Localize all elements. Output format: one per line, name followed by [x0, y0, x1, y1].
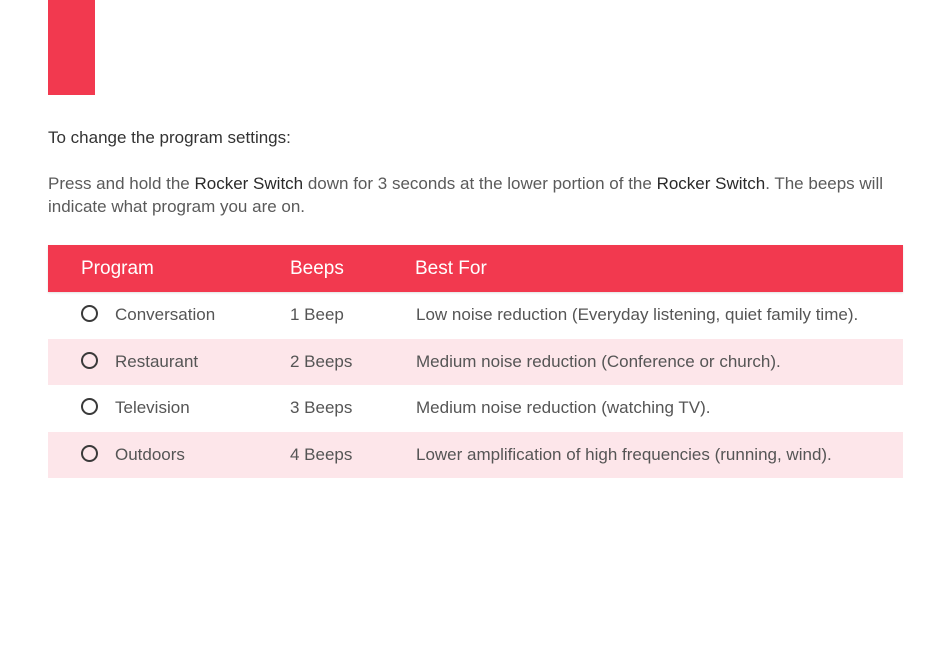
instructions-text-2: down for 3 seconds at the lower portion of the: [303, 174, 657, 193]
accent-tab: [48, 0, 95, 95]
best-for-description: Medium noise reduction (watching TV).: [416, 398, 711, 417]
header-best-for: Best For: [415, 258, 487, 279]
instructions-paragraph: [48, 172, 906, 218]
table-row: [48, 292, 903, 339]
radio-circle-icon[interactable]: [81, 445, 98, 462]
beep-count: 3 Beeps: [290, 398, 353, 417]
best-for-description: Lower amplification of high frequencies (running, wind).: [416, 444, 832, 464]
instructions-text-3: . The beeps will indicate what program you are on.: [48, 174, 884, 216]
beep-count: 4 Beeps: [290, 444, 353, 464]
section-heading: To change the program settings:: [48, 128, 291, 147]
table-header: [48, 245, 903, 292]
radio-circle-icon[interactable]: [81, 398, 98, 415]
header-beeps: Beeps: [290, 258, 344, 279]
rocker-switch-term: Rocker Switch: [194, 174, 304, 193]
radio-circle-icon[interactable]: [81, 352, 98, 369]
program-table: [48, 245, 903, 478]
radio-circle-icon[interactable]: [81, 305, 98, 322]
table-row: [48, 432, 903, 479]
program-name: Conversation: [115, 305, 216, 324]
instructions-text-1: Press and hold the: [48, 174, 195, 193]
program-name: Outdoors: [115, 444, 185, 464]
header-program: Program: [81, 258, 154, 279]
program-name: Restaurant: [115, 351, 199, 371]
table-row: [48, 339, 903, 386]
rocker-switch-term: Rocker Switch: [656, 174, 766, 193]
table-row: [48, 385, 903, 432]
best-for-description: Low noise reduction (Everyday listening, quiet family time).: [416, 305, 859, 324]
program-name: Television: [115, 398, 190, 417]
beep-count: 1 Beep: [290, 305, 344, 324]
best-for-description: Medium noise reduction (Conference or church).: [416, 351, 781, 371]
beep-count: 2 Beeps: [290, 351, 353, 371]
